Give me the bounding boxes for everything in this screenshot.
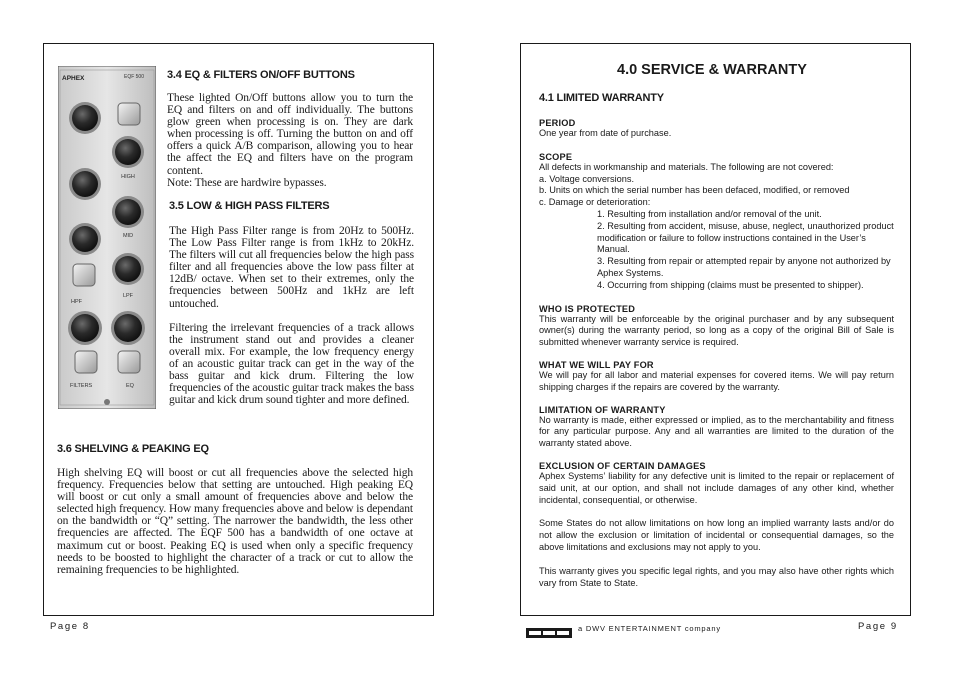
section-3-4-note: Note: These are hardwire bypasses. xyxy=(167,176,327,189)
limitation-label: LIMITATION OF WARRANTY xyxy=(539,404,666,415)
states-text: Some States do not allow limitations on how long an implied warranty lasts and/or do not allow the exclusion or limitation of incidental or consequential damages, so the above limitations and exclusions may not apply to you. xyxy=(539,518,894,552)
device-filters: FILTERS xyxy=(70,383,93,389)
device-band-mid: MID xyxy=(122,233,134,239)
device-lpf: LPF xyxy=(122,293,134,299)
section-3-4-body xyxy=(167,92,413,189)
section-3-5-heading: 3.5 LOW & HIGH PASS FILTERS xyxy=(169,200,330,212)
scope-item-4: 4. Occurring from shipping (claims must be presented to shipper). xyxy=(597,279,864,290)
section-3-6-text: High shelving EQ will boost or cut all frequencies above the selected high frequency. Frequencies below that setting are untouched. High peaking EQ will boost or cut only a small amount of frequencies above and below the selected high frequency. How many frequencies above and below is dependant on the bandwidth or “Q” setting. The narrower the bandwidth, the less other frequencies are affected. The EQF 500 has a bandwidth of one octave at maximum cut or boost. Peaking EQ is used when only a specific frequency needs to be boosted to highlight the character of a track or cut to allow the remaining frequencies to be highlighted. xyxy=(57,467,413,576)
scope-line-1: All defects in workmanship and materials. The following are not covered: xyxy=(539,161,834,172)
pay-label: WHAT WE WILL PAY FOR xyxy=(539,359,654,370)
section-3-5-p2: Filtering the irrelevant frequencies of a track allows the instrument stand out and provides a cleaner overall mix. For example, the low frequency energy of an acoustic guitar track can get in the way of the bass guitar and kick drum. Filtering the low frequencies of the acoustic guitar track makes the bass guitar and kick drum sound tighter and more defined. xyxy=(169,321,414,407)
device-eq: EQ xyxy=(126,383,134,389)
eqf500-faceplate-image xyxy=(58,66,156,409)
scope-line-4: c. Damage or deterioration: xyxy=(539,197,651,208)
device-brand: APHEX xyxy=(62,75,85,82)
who-text: This warranty will be enforceable by the original purchaser and by any subsequent owner(s) during the warranty period, so long as a copy of the original Bill of Sale is submitted whenever warranty service is required. xyxy=(539,313,894,348)
device-band-high: HIGH xyxy=(121,174,135,180)
limited-warranty-heading: 4.1 LIMITED WARRANTY xyxy=(539,92,664,104)
section-3-6-heading: 3.6 SHELVING & PEAKING EQ xyxy=(57,443,209,455)
section-3-5-p1: The High Pass Filter range is from 20Hz to 500Hz. The Low Pass Filter range is from 1kHz to 20kHz. The filters will cut all frequencies below the high pass filter and all frequencies above the low pass filter at 12dB/ octave. When set to their extremes, only the frequencies between 500Hz and 1kHz are left untouched. xyxy=(169,225,414,310)
exclusion-label: EXCLUSION OF CERTAIN DAMAGES xyxy=(539,460,706,471)
scope-item-1: 1. Resulting from installation and/or removal of the unit. xyxy=(597,208,822,219)
right-title: 4.0 SERVICE & WARRANTY xyxy=(617,62,807,78)
footer-company: a DWV ENTERTAINMENT company xyxy=(578,624,721,633)
section-3-4-heading: 3.4 EQ & FILTERS ON/OFF BUTTONS xyxy=(167,69,355,81)
pay-text: We will pay for all labor and material expenses for covered items. We will pay return shipping charges if the repairs are covered by the warranty. xyxy=(539,369,894,392)
dwv-logo-icon xyxy=(526,623,572,633)
scope-item-3: 3. Resulting from repair or attempted repair by anyone not authorized by Aphex Systems. xyxy=(597,256,891,278)
section-3-5-body xyxy=(169,225,414,406)
section-3-4-text: These lighted On/Off buttons allow you to turn the EQ and filters on and off individually. The buttons glow green when processing is on. They are dark when processing is off. Turning the button on and off offers a quick A/B comparison, allowing you to hear the affect the EQ and filters have on the program content. xyxy=(167,92,413,177)
scope-item-2: 2. Resulting from accident, misuse, abuse, neglect, unauthorized product modification or failure to follow instructions contained in the User’s Manual. xyxy=(597,220,894,255)
period-text: One year from date of purchase. xyxy=(539,128,672,138)
left-page-number: Page 8 xyxy=(50,621,90,632)
device-model: EQF 500 xyxy=(123,74,145,80)
exclusion-text: Aphex Systems’ liability for any defective unit is limited to the repair or replacement of said unit, at our option, and shall not include damages of any other kind, whether incidental, consequential, or otherwise. xyxy=(539,470,894,505)
scope-label: SCOPE xyxy=(539,151,573,162)
device-hpf: HPF xyxy=(71,299,82,305)
warranty-body xyxy=(539,118,894,589)
scope-line-3: b. Units on which the serial number has been defaced, modified, or removed xyxy=(539,185,850,196)
period-label: PERIOD xyxy=(539,118,576,128)
limitation-text: No warranty is made, either expressed or implied, as to the merchantability and fitness for any particular purpose. Any and all warranties are limited to the duration of the warranty stated above. xyxy=(539,414,894,449)
scope-line-2: a. Voltage conversions. xyxy=(539,173,634,184)
who-label: WHO IS PROTECTED xyxy=(539,303,636,314)
rights-text: This warranty gives you specific legal rights, and you may also have other rights which vary from State to State. xyxy=(539,565,894,588)
faceplate-drawing xyxy=(58,66,156,409)
right-page-number: Page 9 xyxy=(858,621,898,632)
